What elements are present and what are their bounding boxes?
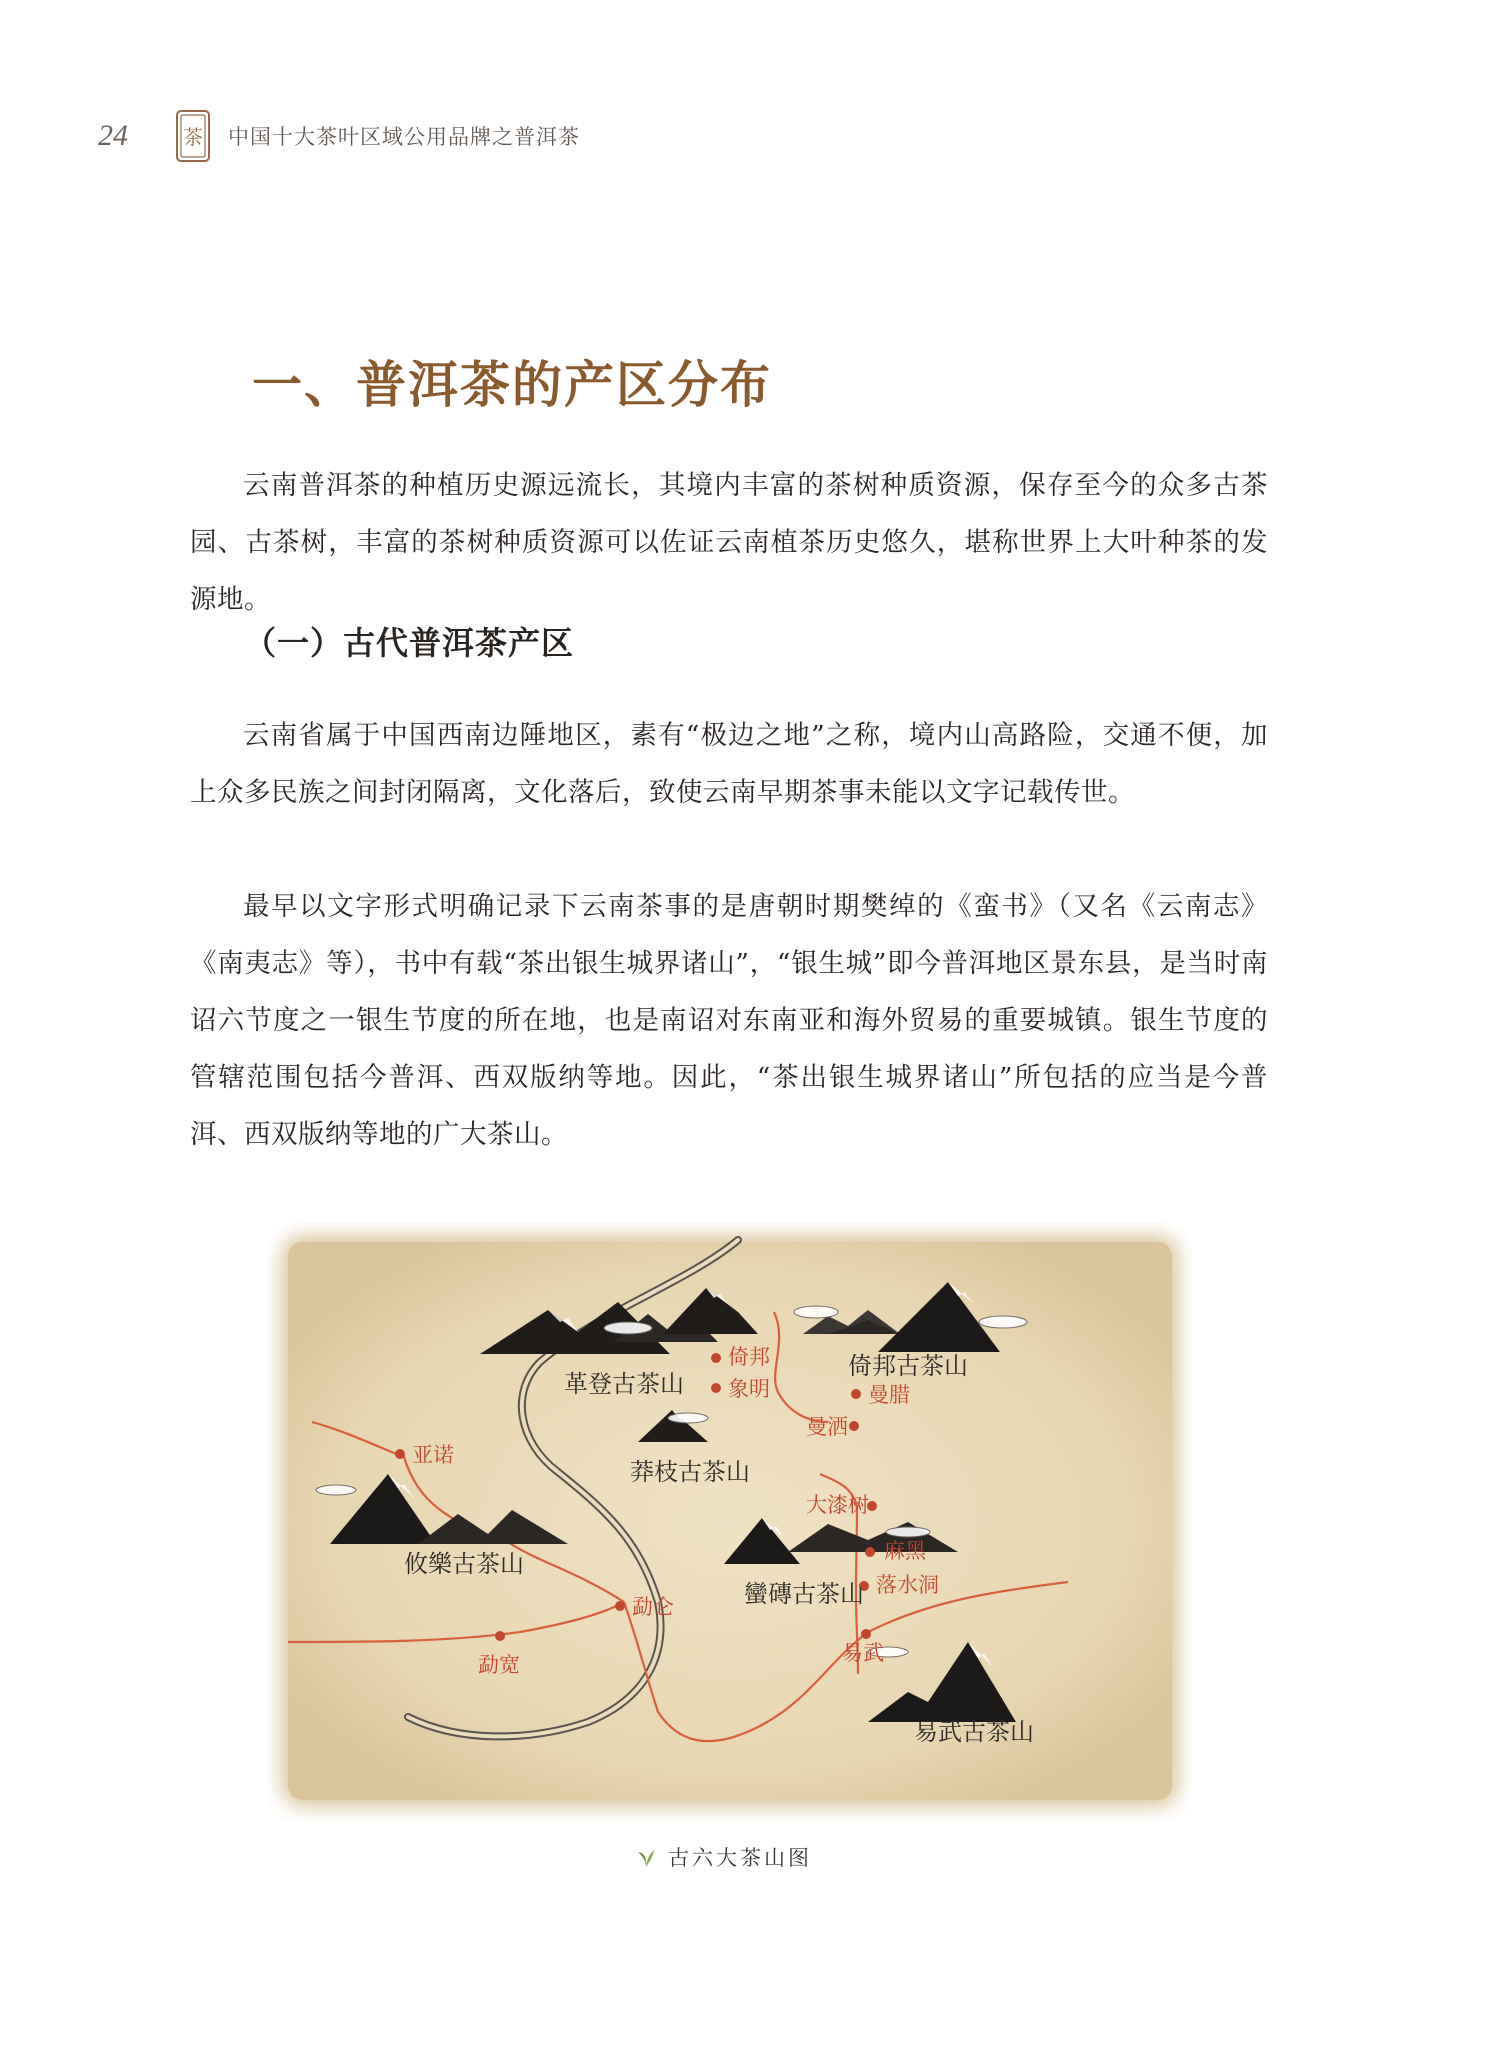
label-yibang-mountain: 倚邦古茶山 [848,1352,968,1380]
label-town-luoshuidong: 落水洞 [876,1573,939,1597]
label-town-yibang: 倚邦 [728,1345,770,1369]
paragraph-history: 最早以文字形式明确记录下云南茶事的是唐朝时期樊绰的《蛮书》（又名《云南志》《南夷志》等），书中有载“茶出银生城界诸山”，“银生城”即今普洱地区景东县，是当时南诏六节度之一银生节度的所在地，也是南诏对东南亚和海外贸易的重要城镇。银生节度的管辖范围包括今普洱、西双版纳等地。因此，“茶出银生城界诸山”所包括的应当是今普洱、西双版纳等地的广大茶山。 [190,890,1268,1150]
label-town-manla: 曼腊 [868,1383,910,1407]
running-title: 中国十大茶叶区域公用品牌之普洱茶 [228,125,580,149]
label-youle-mountain: 攸樂古茶山 [404,1550,524,1578]
caption-text: 古六大茶山图 [668,1846,812,1870]
label-manzhuan-mountain: 蠻磚古茶山 [744,1580,864,1608]
label-gedeng-mountain: 革登古茶山 [564,1370,684,1398]
label-town-menglun: 勐仑 [632,1595,674,1619]
six-tea-mountains-map [268,1222,1192,1820]
label-mangzhi-mountain: 莽枝古茶山 [630,1458,750,1486]
subsection-title: （一）古代普洱茶产区 [244,624,575,662]
tea-leaf-icon [636,1846,656,1868]
page-number: 24 [98,119,128,152]
label-yiwu-mountain: 易武古茶山 [914,1718,1034,1746]
label-town-mansa: 曼洒 [806,1415,848,1439]
label-town-mahei: 麻黑 [884,1539,926,1563]
label-town-yiwu: 易武 [842,1641,884,1665]
tea-seal-icon [176,110,210,162]
label-town-xiangming: 象明 [728,1377,770,1401]
section-title: 一、普洱茶的产区分布 [252,356,772,414]
seal-glyph: 茶 [183,125,203,149]
paragraph-intro: 云南普洱茶的种植历史源远流长，其境内丰富的茶树种质资源，保存至今的众多古茶园、古茶树，丰富的茶树种质资源可以佐证云南植茶历史悠久，堪称世界上大叶种茶的发源地。 [190,469,1268,615]
label-town-mengkuan: 勐宽 [478,1653,520,1677]
label-town-daqishu: 大漆树 [806,1493,869,1517]
label-town-yanuo: 亚诺 [412,1443,454,1467]
paragraph-geography: 云南省属于中国西南边陲地区，素有“极边之地”之称，境内山高路险，交通不便，加上众多民族之间封闭隔离，文化落后，致使云南早期茶事未能以文字记载传世。 [190,719,1268,808]
running-header [98,108,580,164]
figure-caption [636,1842,812,1872]
